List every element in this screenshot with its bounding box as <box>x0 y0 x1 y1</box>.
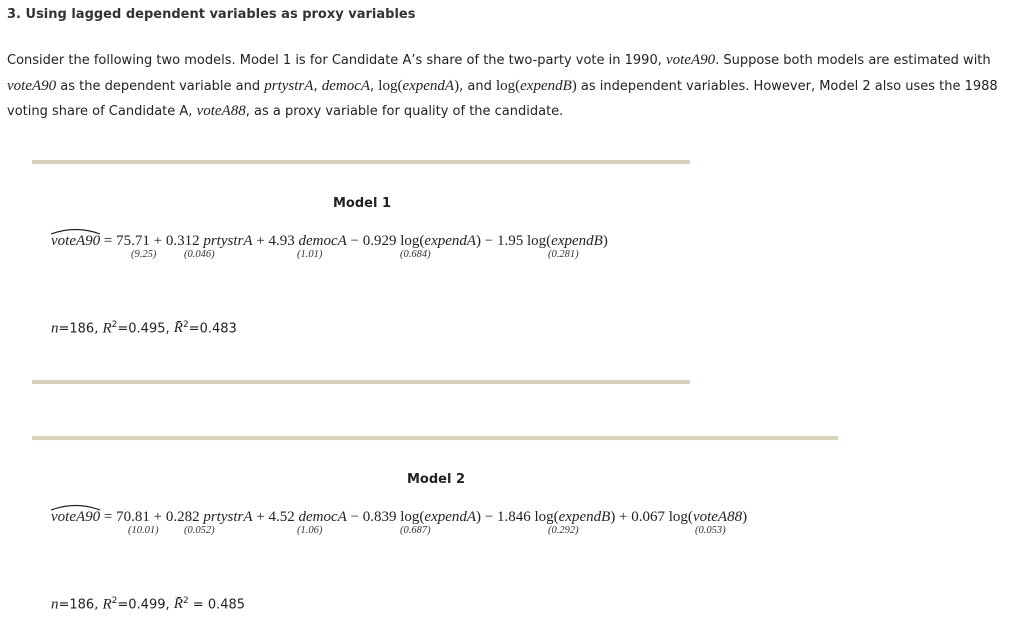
model2-adjr2-label: R <box>173 596 183 613</box>
model2-n-label: n <box>51 596 59 613</box>
model2-eq-part: = 70.81 + 0.282 <box>103 509 200 525</box>
log-open-1: log( <box>378 77 403 94</box>
model2-var-expendB: expendB <box>558 509 611 525</box>
model2-var-expendA: expendA <box>424 509 477 525</box>
model1-n-value: =186, <box>58 321 103 337</box>
intro-paragraph <box>7 48 1007 125</box>
model2-stats <box>51 596 245 613</box>
model2-n-value: =186, <box>58 597 103 613</box>
var-expendA: expendA <box>402 77 455 94</box>
model1-se-democA: (1.01) <box>297 249 323 260</box>
var-voteA90-2: voteA90 <box>7 77 57 94</box>
model2-var-voteA88: voteA88 <box>692 509 743 525</box>
model1-eq-part-4: ) − 1.95 log( <box>476 233 552 249</box>
model2-eq-part-2: + 4.52 <box>256 509 295 525</box>
model1-top-rule <box>32 160 690 164</box>
model2-lhs-text: voteA90 <box>51 509 101 525</box>
intro-text-1: Consider the following two models. Model 1 is for Candidate A’s share of the two-party vote in 1990, <box>7 53 666 68</box>
model2-top-rule <box>32 436 838 440</box>
model2-r2-sup: 2 <box>111 596 118 606</box>
intro-text-4: , <box>313 78 322 94</box>
model1-lhs-text: voteA90 <box>51 233 101 249</box>
model1-stats <box>51 320 237 337</box>
hat-accent-icon <box>51 503 100 511</box>
model1-n-label: n <box>51 320 59 337</box>
model1-equation <box>51 233 608 250</box>
model2-lhs <box>51 509 100 526</box>
model2-var-democA: democA <box>298 509 347 525</box>
model1-r2-value: =0.495, <box>117 321 174 337</box>
model1-bottom-rule <box>32 380 690 384</box>
model2-eq-part-3: − 0.839 log( <box>350 509 425 525</box>
model2-r2-label: R <box>102 596 112 613</box>
model2-eq-part-6: ) <box>742 509 748 525</box>
var-voteA90: voteA90 <box>665 52 716 68</box>
model2-se-voteA88: (0.053) <box>695 525 726 536</box>
model2-se-expendB: (0.292) <box>548 525 579 536</box>
model1-eq-part-3: − 0.929 log( <box>350 233 425 249</box>
model2-var-prtystrA: prtystrA <box>203 509 253 525</box>
model1-title: Model 1 <box>333 196 392 211</box>
model1-se-expendB: (0.281) <box>548 249 579 260</box>
model1-adjr2-label: R <box>173 320 183 337</box>
section-heading: 3. Using lagged dependent variables as proxy variables <box>7 7 416 22</box>
model1-eq-part-5: ) <box>602 233 608 249</box>
model1-eq-part: = 75.71 + 0.312 <box>103 233 200 249</box>
model1-eq-part-2: + 4.93 <box>256 233 295 249</box>
model2-eq-part-4: ) − 1.846 log( <box>476 509 559 525</box>
model1-se-prtystrA: (0.046) <box>184 249 215 260</box>
intro-text-6: , and <box>459 78 496 94</box>
log-close-1: ) <box>454 77 460 94</box>
model1-se-intercept: (9.25) <box>131 249 157 260</box>
model2-adjr2-value: = 0.485 <box>188 597 246 613</box>
model2-eq-part-5: ) + 0.067 log( <box>610 509 693 525</box>
intro-text-2: . Suppose both models are estimated with <box>715 53 991 68</box>
model1-var-prtystrA: prtystrA <box>203 233 253 249</box>
var-prtystrA: prtystrA <box>264 77 314 94</box>
model2-se-intercept: (10.01) <box>128 525 159 536</box>
var-voteA88: voteA88 <box>196 103 246 119</box>
model2-se-prtystrA: (0.052) <box>184 525 215 536</box>
model1-var-expendB: expendB <box>551 233 603 249</box>
intro-text-8: , as a proxy variable for quality of the candidate. <box>245 104 564 119</box>
model1-adjr2-sup: 2 <box>182 320 189 330</box>
model1-r2-sup: 2 <box>111 320 118 330</box>
intro-text-5: , <box>370 78 379 94</box>
model2-equation <box>51 509 747 526</box>
model2-se-democA: (1.06) <box>297 525 323 536</box>
model1-adjr2-value: =0.483 <box>188 321 237 337</box>
var-democA: democA <box>321 77 371 94</box>
model1-se-expendA: (0.684) <box>400 249 431 260</box>
model1-var-democA: democA <box>298 233 347 249</box>
model1-var-expendA: expendA <box>424 233 477 249</box>
model2-title: Model 2 <box>407 472 466 487</box>
hat-accent-icon <box>51 227 100 235</box>
log-close-2: ) <box>571 77 577 94</box>
intro-text-3: as the dependent variable and <box>56 78 265 94</box>
model1-lhs <box>51 233 100 250</box>
var-expendB: expendB <box>520 77 572 94</box>
model2-se-expendA: (0.687) <box>400 525 431 536</box>
model1-r2-label: R <box>102 320 112 337</box>
model2-r2-value: =0.499, <box>117 597 174 613</box>
model2-adjr2-sup: 2 <box>182 596 189 606</box>
log-open-2: log( <box>495 77 521 94</box>
intro-text-7: as independent variables. However, Model 2 also uses the 1988 voting share of Candidate A, <box>7 78 998 119</box>
